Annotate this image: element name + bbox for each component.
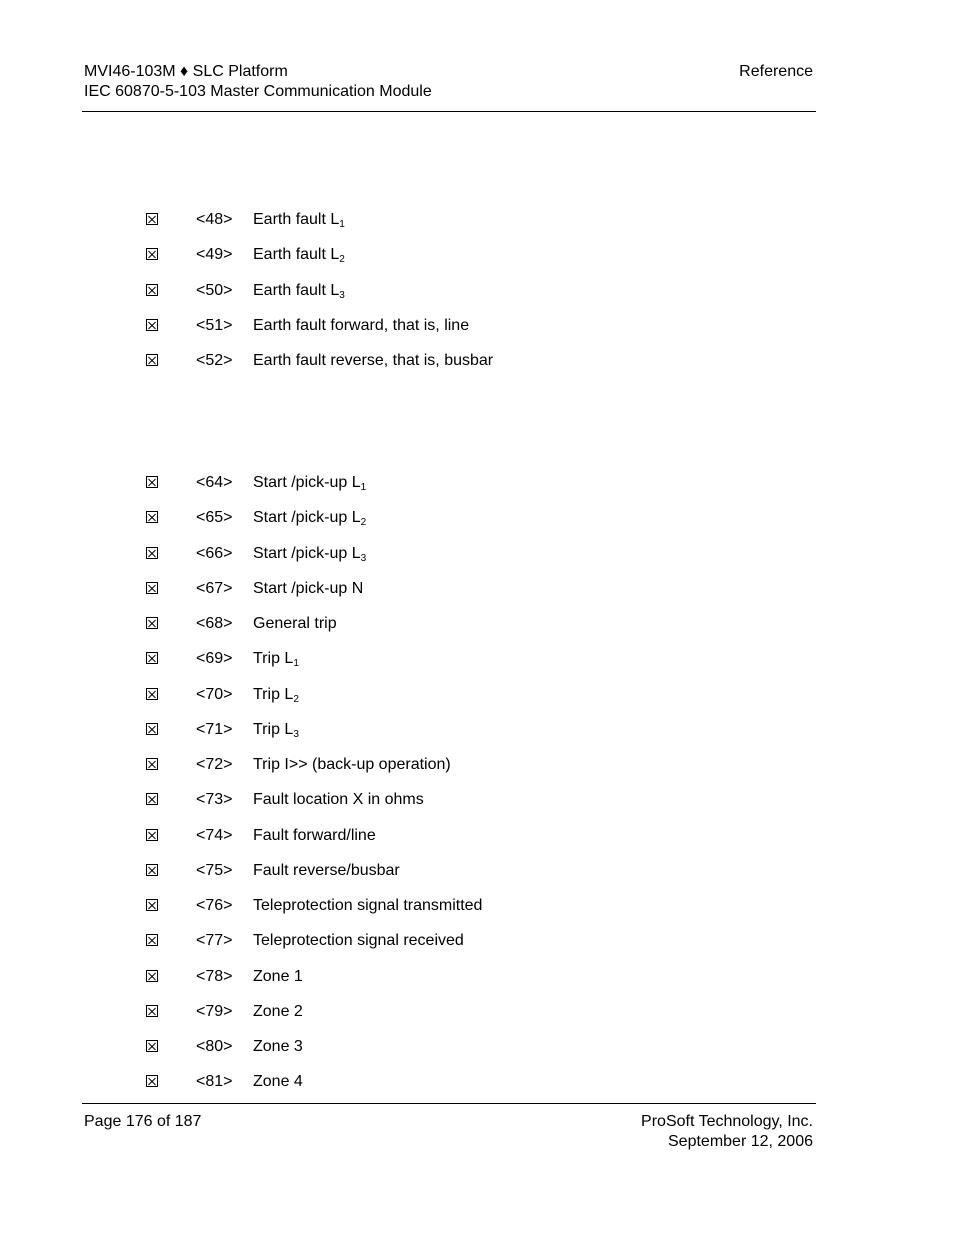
item-code: <81> bbox=[196, 1073, 233, 1090]
item-label bbox=[253, 473, 366, 493]
item-code: <73> bbox=[196, 791, 233, 808]
item-label bbox=[253, 896, 482, 916]
checked-box-icon bbox=[146, 864, 158, 876]
item-label-subscript: 2 bbox=[360, 517, 367, 528]
item-code: <76> bbox=[196, 897, 233, 914]
item-label bbox=[253, 720, 299, 740]
item-label-text: Teleprotection signal received bbox=[253, 932, 464, 949]
checked-box-icon bbox=[146, 970, 158, 982]
item-label-text: Trip L bbox=[253, 650, 294, 667]
item-code: <80> bbox=[196, 1038, 233, 1055]
item-label bbox=[253, 1002, 303, 1022]
publication-date: September 12, 2006 bbox=[668, 1133, 813, 1150]
item-label-text: Earth fault L bbox=[253, 211, 340, 228]
checked-box-icon bbox=[146, 582, 158, 594]
item-label-subscript: 3 bbox=[339, 290, 345, 301]
checked-box-icon bbox=[146, 758, 158, 770]
item-code: <75> bbox=[196, 862, 233, 879]
footer-right bbox=[641, 1112, 813, 1152]
item-label bbox=[253, 579, 363, 599]
item-label bbox=[253, 1037, 303, 1057]
item-label-text: Fault reverse/busbar bbox=[253, 862, 400, 879]
checked-box-icon bbox=[146, 899, 158, 911]
item-label bbox=[253, 1072, 303, 1092]
checked-box-icon bbox=[146, 688, 158, 700]
item-code: <71> bbox=[196, 721, 233, 738]
item-label-text: Earth fault reverse, that is, busbar bbox=[253, 352, 494, 369]
item-label-text: Earth fault forward, that is, line bbox=[253, 317, 470, 334]
item-label bbox=[253, 649, 299, 669]
checked-box-icon bbox=[146, 723, 158, 735]
item-code: <52> bbox=[196, 352, 233, 369]
item-label bbox=[253, 790, 424, 810]
checked-box-icon bbox=[146, 476, 158, 488]
item-label bbox=[253, 861, 400, 881]
item-code: <65> bbox=[196, 509, 233, 526]
item-label-text: Trip I>> (back-up operation) bbox=[253, 756, 451, 773]
company-name: ProSoft Technology, Inc. bbox=[641, 1113, 813, 1130]
footer-divider bbox=[82, 1103, 816, 1104]
item-code: <51> bbox=[196, 317, 233, 334]
checked-box-icon bbox=[146, 1075, 158, 1087]
item-label bbox=[253, 210, 345, 230]
section-title: Reference bbox=[739, 63, 813, 80]
item-code: <70> bbox=[196, 686, 233, 703]
product-line: MVI46-103M ♦ SLC Platform bbox=[84, 63, 288, 80]
item-code: <68> bbox=[196, 615, 233, 632]
item-label-text: Fault forward/line bbox=[253, 827, 376, 844]
checked-box-icon bbox=[146, 284, 158, 296]
item-label-subscript: 1 bbox=[360, 482, 367, 493]
item-code: <67> bbox=[196, 580, 233, 597]
item-label bbox=[253, 826, 376, 846]
item-label-text: Start /pick-up L bbox=[253, 509, 361, 526]
item-label bbox=[253, 351, 493, 371]
item-label-subscript: 1 bbox=[339, 219, 345, 230]
checked-box-icon bbox=[146, 354, 158, 366]
item-code: <78> bbox=[196, 968, 233, 985]
checked-box-icon bbox=[146, 829, 158, 841]
item-label-text: Zone 1 bbox=[253, 968, 303, 985]
item-label bbox=[253, 281, 345, 301]
item-label-text: Earth fault L bbox=[253, 282, 340, 299]
item-code: <74> bbox=[196, 827, 233, 844]
item-label-text: Start /pick-up L bbox=[253, 474, 361, 491]
item-code: <64> bbox=[196, 474, 233, 491]
checked-box-icon bbox=[146, 213, 158, 225]
item-label-text: Trip L bbox=[253, 721, 294, 738]
checked-box-icon bbox=[146, 793, 158, 805]
item-label-text: General trip bbox=[253, 615, 337, 632]
item-label-subscript: 1 bbox=[293, 658, 299, 669]
item-label-subscript: 2 bbox=[293, 694, 299, 705]
checked-box-icon bbox=[146, 511, 158, 523]
item-label-text: Start /pick-up L bbox=[253, 545, 361, 562]
item-label-subscript: 3 bbox=[293, 729, 299, 740]
checked-box-icon bbox=[146, 617, 158, 629]
item-label-text: Zone 2 bbox=[253, 1003, 303, 1020]
checked-box-icon bbox=[146, 248, 158, 260]
header-divider bbox=[82, 111, 816, 112]
item-code: <50> bbox=[196, 282, 233, 299]
item-label-text: Earth fault L bbox=[253, 246, 340, 263]
item-label bbox=[253, 508, 366, 528]
item-label-text: Zone 3 bbox=[253, 1038, 303, 1055]
checked-box-icon bbox=[146, 1005, 158, 1017]
item-label bbox=[253, 245, 345, 265]
item-label-text: Trip L bbox=[253, 686, 294, 703]
item-label bbox=[253, 614, 337, 634]
item-code: <49> bbox=[196, 246, 233, 263]
item-code: <48> bbox=[196, 211, 233, 228]
item-code: <69> bbox=[196, 650, 233, 667]
item-label bbox=[253, 544, 366, 564]
checked-box-icon bbox=[146, 319, 158, 331]
checked-box-icon bbox=[146, 547, 158, 559]
item-label bbox=[253, 685, 299, 705]
item-label bbox=[253, 755, 451, 775]
item-code: <79> bbox=[196, 1003, 233, 1020]
checked-box-icon bbox=[146, 1040, 158, 1052]
item-label-text: Zone 4 bbox=[253, 1073, 303, 1090]
item-label-text: Teleprotection signal transmitted bbox=[253, 897, 483, 914]
item-label bbox=[253, 967, 303, 987]
item-label-text: Fault location X in ohms bbox=[253, 791, 424, 808]
item-label-text: Start /pick-up N bbox=[253, 580, 364, 597]
item-label bbox=[253, 316, 469, 336]
checked-box-icon bbox=[146, 652, 158, 664]
item-label-subscript: 2 bbox=[339, 254, 345, 265]
item-label bbox=[253, 931, 464, 951]
module-name: IEC 60870-5-103 Master Communication Module bbox=[84, 83, 432, 100]
item-label-subscript: 3 bbox=[360, 553, 367, 564]
item-code: <66> bbox=[196, 545, 233, 562]
item-code: <77> bbox=[196, 932, 233, 949]
item-code: <72> bbox=[196, 756, 233, 773]
header-left bbox=[84, 62, 432, 102]
page-number: Page 176 of 187 bbox=[84, 1113, 202, 1130]
checked-box-icon bbox=[146, 934, 158, 946]
